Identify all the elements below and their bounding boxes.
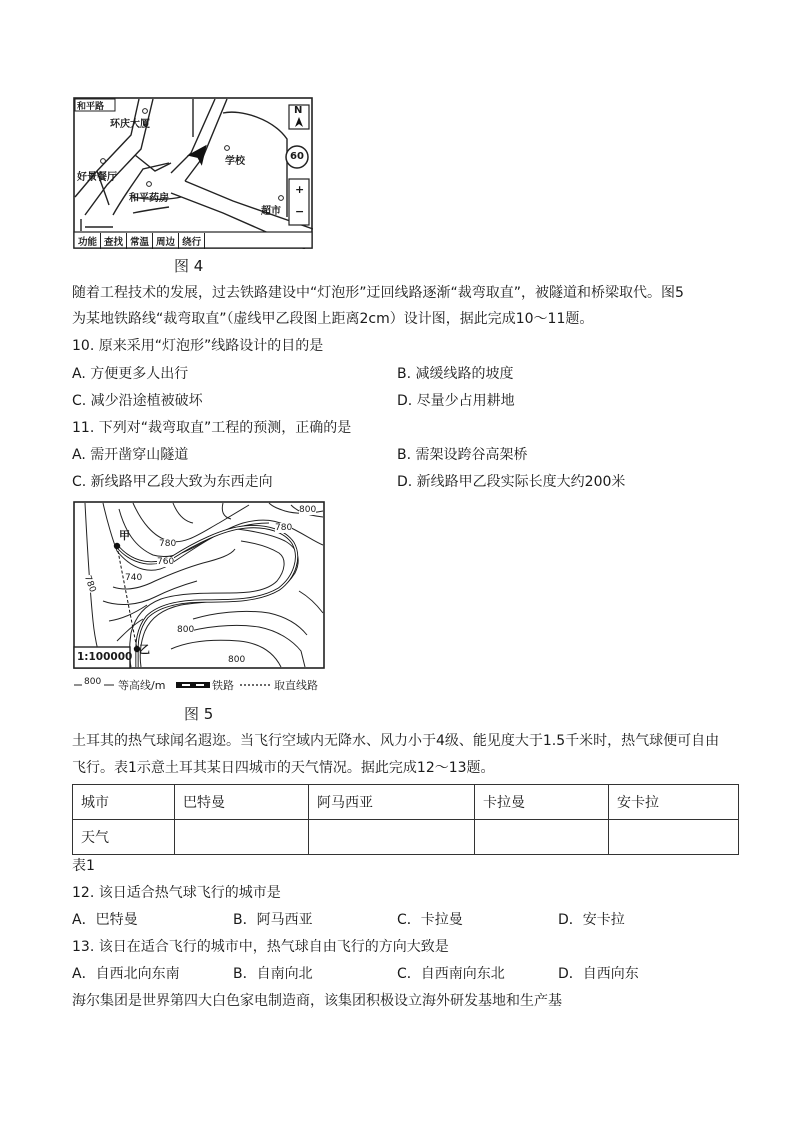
nav-button-nearby: 周边: [153, 233, 179, 249]
q12-stem: 12. 该日适合热气球飞行的城市是: [72, 885, 281, 901]
q12-option-b: B．阿马西亚: [233, 912, 313, 928]
q11-stem: 11. 下列对“裁弯取直”工程的预测，正确的是: [72, 420, 352, 436]
q13-option-d: D．自西向东: [558, 966, 639, 982]
q13-option-c: C．自西南向东北: [397, 966, 505, 982]
nav-button-bar: [75, 233, 205, 249]
nav-button-detour: 绕行: [179, 233, 205, 249]
contour-label-780a: 780: [159, 539, 177, 549]
north-arrow-label: N: [294, 105, 303, 116]
nav-button-temperature: 常温: [127, 233, 153, 249]
intro-2-line-2: 飞行。表1示意土耳其某日四城市的天气情况。据此完成12～13题。: [72, 760, 495, 776]
q10-option-b: B. 减缓线路的坡度: [397, 366, 514, 382]
table-header-cell: 卡拉曼: [475, 785, 609, 820]
legend-railway-swatch: [176, 680, 210, 690]
table-1-caption: 表1: [72, 858, 95, 874]
table-cell: [175, 820, 309, 855]
contour-label-740: 740: [125, 573, 143, 583]
figure-4-caption: 图 4: [174, 257, 204, 275]
zoom-out-icon: −: [295, 205, 305, 218]
q12-option-a: A．巴特曼: [72, 912, 138, 928]
legend-contour-label: 等高线/m: [118, 679, 166, 692]
contour-label-800a: 800: [299, 505, 317, 515]
restaurant-label: 好景餐厅: [77, 172, 117, 183]
contour-label-800b: 800: [177, 625, 195, 635]
zoom-in-icon: +: [295, 183, 305, 196]
q10-option-c: C. 减少沿途植被破坏: [72, 393, 203, 409]
contour-label-780b: 780: [275, 523, 293, 533]
q10-option-d: D. 尽量少占用耕地: [397, 393, 515, 409]
pharmacy-label: 和平药房: [129, 193, 169, 204]
scale-label: 1:100000: [77, 651, 133, 663]
q10-option-a: A. 方便更多人出行: [72, 366, 189, 382]
q11-option-b: B. 需架设跨谷高架桥: [397, 447, 528, 463]
table-header-cell: 城市: [73, 785, 175, 820]
q13-stem: 13. 该日在适合飞行的城市中，热气球自由飞行的方向大致是: [72, 939, 449, 955]
figure-5-caption: 图 5: [184, 705, 214, 723]
q12-option-d: D．安卡拉: [558, 912, 625, 928]
mall-label: 环庆大厦: [110, 119, 150, 130]
next-passage-line: 海尔集团是世界第四大白色家电制造商，该集团积极设立海外研发基地和生产基: [72, 993, 562, 1009]
table-header-cell: 巴特曼: [175, 785, 309, 820]
speed-limit-label: 60: [290, 151, 304, 162]
road-name-label: 和平路: [77, 102, 105, 112]
contour-label-780c: 780: [81, 574, 98, 594]
nav-button-search: 查找: [101, 233, 127, 249]
q12-option-c: C．卡拉曼: [397, 912, 463, 928]
figure-5-map: [73, 501, 325, 669]
table-header-cell: 阿马西亚: [309, 785, 475, 820]
figure-4-map: [73, 97, 313, 249]
point-jia-label: 甲: [119, 529, 130, 542]
table-cell: [609, 820, 739, 855]
point-yi-label: 乙: [139, 643, 150, 656]
q13-option-b: B．自南向北: [233, 966, 313, 982]
nav-button-function: 功能: [75, 233, 101, 249]
contour-label-760: 760: [157, 557, 175, 567]
legend-straight-label: 取直线路: [274, 679, 318, 692]
q11-option-c: C. 新线路甲乙段大致为东西走向: [72, 474, 273, 490]
legend-straight-swatch: [240, 680, 272, 690]
supermarket-label: 超市: [261, 206, 281, 217]
weather-table: [72, 784, 739, 855]
intro-1-line-2: 为某地铁路线“裁弯取直”（虚线甲乙段图上距离2cm）设计图，据此完成10～11题。: [72, 311, 594, 327]
intro-1-line-1: 随着工程技术的发展，过去铁路建设中“灯泡形”迂回线路逐渐“裁弯取直”，被隧道和桥梁取代。图5: [72, 285, 684, 301]
table-header-cell: 安卡拉: [609, 785, 739, 820]
q11-option-a: A. 需开凿穿山隧道: [72, 447, 189, 463]
q13-option-a: A．自西北向东南: [72, 966, 180, 982]
q10-stem: 10. 原来采用“灯泡形”线路设计的目的是: [72, 338, 324, 354]
q11-option-d: D. 新线路甲乙段实际长度大约200米: [397, 474, 626, 490]
contour-label-800c: 800: [228, 655, 246, 665]
legend-contour-sample: 800: [84, 677, 102, 687]
table-row: [73, 820, 739, 855]
figure-5-legend: [74, 677, 326, 693]
table-cell: [475, 820, 609, 855]
table-cell: 天气: [73, 820, 175, 855]
intro-2-line-1: 土耳其的热气球闻名遐迩。当飞行空域内无降水、风力小于4级、能见度大于1.5千米时，热气球便可自由: [72, 733, 720, 749]
table-cell: [309, 820, 475, 855]
school-label: 学校: [225, 156, 245, 167]
legend-railway-label: 铁路: [212, 679, 234, 692]
table-header-row: [73, 785, 739, 820]
